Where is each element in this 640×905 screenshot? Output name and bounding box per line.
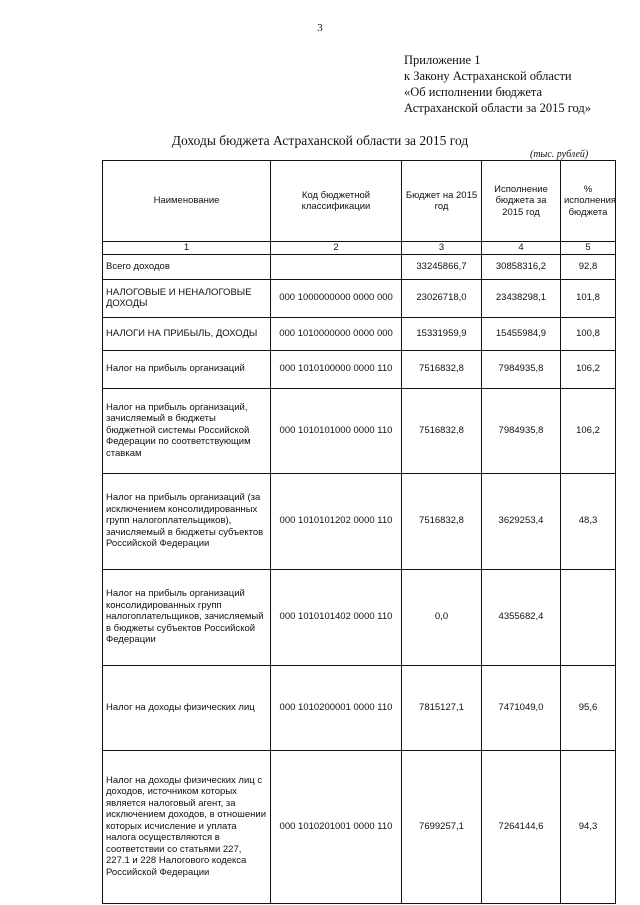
appendix-line-3: «Об исполнении бюджета xyxy=(404,85,543,99)
table-row xyxy=(103,317,616,350)
table-row xyxy=(103,665,616,750)
header-budget: Бюджет на 2015 год xyxy=(402,161,482,242)
row-name: Всего доходов xyxy=(103,254,271,279)
row-name: Налог на доходы физических лиц xyxy=(103,665,271,750)
row-execution: 3629253,4 xyxy=(482,473,561,569)
row-percent: 106,2 xyxy=(561,350,616,388)
column-number: 1 xyxy=(103,242,271,255)
row-code: 000 1010201001 0000 110 xyxy=(271,750,402,903)
row-budget: 0,0 xyxy=(402,569,482,665)
table-row xyxy=(103,388,616,473)
appendix-line-1: Приложение 1 xyxy=(404,53,481,67)
row-execution: 7984935,8 xyxy=(482,350,561,388)
row-name: Налог на прибыль организаций xyxy=(103,350,271,388)
row-percent: 101,8 xyxy=(561,279,616,317)
table-row xyxy=(103,254,616,279)
appendix-line-2: к Закону Астраханской области xyxy=(404,69,572,83)
column-number: 2 xyxy=(271,242,402,255)
row-percent: 92,8 xyxy=(561,254,616,279)
row-code: 000 1010101000 0000 110 xyxy=(271,388,402,473)
units-note: (тыс. рублей) xyxy=(530,149,589,160)
row-budget: 7516832,8 xyxy=(402,388,482,473)
header-execution: Исполнение бюджета за 2015 год xyxy=(482,161,561,242)
table-row xyxy=(103,569,616,665)
row-code: 000 1010101202 0000 110 xyxy=(271,473,402,569)
header-percent: % исполнения бюджета xyxy=(561,161,616,242)
header-code: Код бюджетной классификации xyxy=(271,161,402,242)
row-execution: 7264144,6 xyxy=(482,750,561,903)
table-row xyxy=(103,350,616,388)
column-number: 4 xyxy=(482,242,561,255)
row-code: 000 1000000000 0000 000 xyxy=(271,279,402,317)
row-name: Налог на прибыль организаций консолидированных групп налогоплательщиков, зачисляемый в бюджеты субъектов Российской Федерации xyxy=(103,569,271,665)
appendix-line-4: Астраханской области за 2015 год» xyxy=(404,101,592,115)
table-header-row xyxy=(103,161,616,242)
table-row xyxy=(103,750,616,903)
row-percent: 95,6 xyxy=(561,665,616,750)
table-row xyxy=(103,279,616,317)
row-budget: 15331959,9 xyxy=(402,317,482,350)
row-budget: 7516832,8 xyxy=(402,350,482,388)
table-row xyxy=(103,473,616,569)
row-code xyxy=(271,254,402,279)
header-name: Наименование xyxy=(103,161,271,242)
row-name: Налог на прибыль организаций (за исключением консолидированных групп налогоплательщиков), зачисляемый в бюджеты субъектов Российской Федерации xyxy=(103,473,271,569)
row-budget: 7815127,1 xyxy=(402,665,482,750)
row-execution: 30858316,2 xyxy=(482,254,561,279)
column-number-row xyxy=(103,242,616,255)
row-execution: 7471049,0 xyxy=(482,665,561,750)
row-code: 000 1010100000 0000 110 xyxy=(271,350,402,388)
row-budget: 23026718,0 xyxy=(402,279,482,317)
row-budget: 33245866,7 xyxy=(402,254,482,279)
budget-revenue-table xyxy=(102,160,616,904)
row-execution: 4355682,4 xyxy=(482,569,561,665)
row-percent: 106,2 xyxy=(561,388,616,473)
row-name: Налог на доходы физических лиц с доходов, источником которых является налоговый агент, за исключением доходов, в отношении которых исчисление и уплата налога осуществляются в соответствии со статьями 227, 227.1 и 228 Налогового кодекса Российской Федерации xyxy=(103,750,271,903)
row-percent: 94,3 xyxy=(561,750,616,903)
column-number: 3 xyxy=(402,242,482,255)
row-percent xyxy=(561,569,616,665)
document-title: Доходы бюджета Астраханской области за 2015 год xyxy=(171,133,469,148)
page-number: 3 xyxy=(317,22,323,34)
row-code: 000 1010200001 0000 110 xyxy=(271,665,402,750)
row-execution: 23438298,1 xyxy=(482,279,561,317)
row-code: 000 1010000000 0000 000 xyxy=(271,317,402,350)
row-budget: 7516832,8 xyxy=(402,473,482,569)
row-code: 000 1010101402 0000 110 xyxy=(271,569,402,665)
row-name: НАЛОГИ НА ПРИБЫЛЬ, ДОХОДЫ xyxy=(103,317,271,350)
row-name: Налог на прибыль организаций, зачисляемый в бюджеты бюджетной системы Российской Федерации по соответствующим ставкам xyxy=(103,388,271,473)
row-percent: 100,8 xyxy=(561,317,616,350)
row-percent: 48,3 xyxy=(561,473,616,569)
row-name: НАЛОГОВЫЕ И НЕНАЛОГОВЫЕ ДОХОДЫ xyxy=(103,279,271,317)
appendix-note xyxy=(404,52,591,116)
row-execution: 7984935,8 xyxy=(482,388,561,473)
column-number: 5 xyxy=(561,242,616,255)
row-budget: 7699257,1 xyxy=(402,750,482,903)
row-execution: 15455984,9 xyxy=(482,317,561,350)
